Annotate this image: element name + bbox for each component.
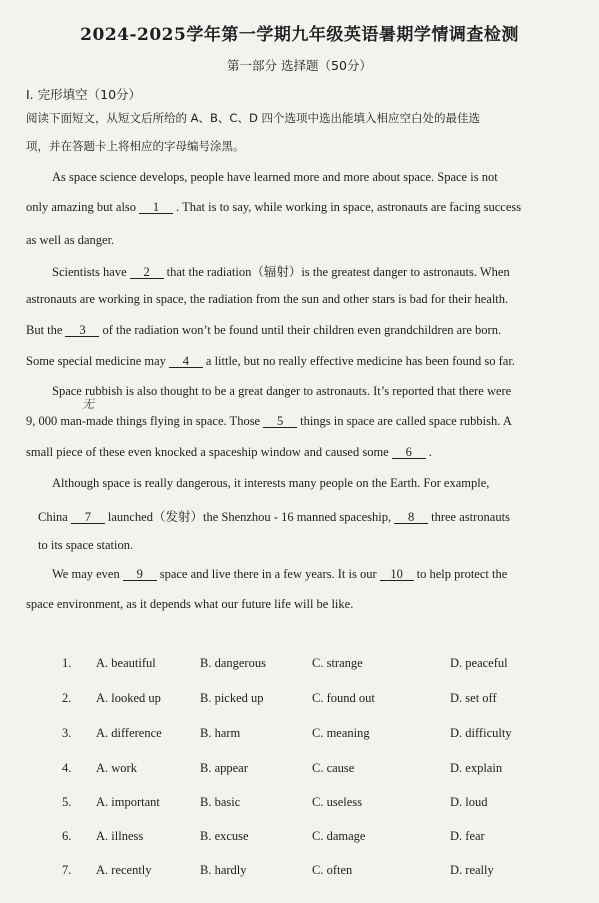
question-number: 1.	[62, 656, 72, 670]
option-d[interactable]: D. explain	[450, 761, 503, 775]
passage-text: But the	[26, 323, 63, 337]
blank-8: 8	[394, 511, 428, 524]
question-number: 3.	[62, 726, 72, 740]
option-d[interactable]: D. fear	[450, 829, 485, 843]
passage-text: launched（发射）the Shenzhou - 16 manned spaceship,	[107, 510, 392, 524]
passage-line	[26, 445, 432, 460]
option-a[interactable]: A. beautiful	[96, 656, 156, 670]
passage-text: small piece of these even knocked a spaceship window and caused some	[26, 445, 389, 459]
question-row	[0, 795, 599, 817]
question-row	[0, 863, 599, 885]
passage-line: Although space is really dangerous, it interests many people on the Earth. For example,	[52, 476, 490, 490]
question-number: 7.	[62, 863, 72, 877]
passage-text: China	[38, 510, 68, 524]
question-row	[0, 829, 599, 851]
passage-text: space and live there in a few years. It is our	[159, 567, 377, 581]
blank-1: 1	[139, 201, 173, 214]
option-a[interactable]: A. difference	[96, 726, 162, 740]
passage-text: . That is to say, while working in space, astronauts are facing success	[176, 200, 522, 214]
option-c[interactable]: C. found out	[312, 691, 375, 705]
option-d[interactable]: D. difficulty	[450, 726, 512, 740]
handwritten-note: 无	[82, 397, 95, 411]
instruction-line-2: 项，并在答题卡上将相应的字母编号涂黑。	[26, 139, 245, 153]
passage-text: Some special medicine may	[26, 354, 166, 368]
option-d[interactable]: D. loud	[450, 795, 488, 809]
passage-text: things in space are called space rubbish. A	[300, 414, 512, 428]
blank-3: 3	[65, 324, 99, 337]
blank-2: 2	[130, 266, 164, 279]
option-c[interactable]: C. cause	[312, 761, 355, 775]
passage-text: only amazing but also	[26, 200, 137, 214]
question-row	[0, 761, 599, 783]
passage-line	[52, 262, 510, 280]
option-a[interactable]: A. looked up	[96, 691, 161, 705]
passage-line: astronauts are working in space, the radiation from the sun and other stars is bad for their health.	[26, 292, 509, 306]
option-c[interactable]: C. strange	[312, 656, 363, 670]
question-number: 5.	[62, 795, 72, 809]
passage-line: space environment, as it depends what our future life will be like.	[26, 597, 354, 611]
option-d[interactable]: D. really	[450, 863, 494, 877]
blank-4: 4	[169, 355, 203, 368]
blank-7: 7	[71, 511, 105, 524]
option-a[interactable]: A. illness	[96, 829, 144, 843]
passage-text: a little, but no really effective medicine has been found so far.	[205, 354, 515, 368]
page-title: 2024-2025学年第一学期九年级英语暑期学情调查检测	[80, 25, 519, 45]
passage-line	[26, 323, 501, 338]
option-a[interactable]: A. important	[96, 795, 160, 809]
passage-line	[26, 354, 515, 369]
passage-text: of the radiation won’t be found until their children even grandchildren are born.	[102, 323, 502, 337]
option-a[interactable]: A. work	[96, 761, 137, 775]
option-b[interactable]: B. excuse	[200, 829, 249, 843]
passage-text: 9, 000 man-made things flying in space. Those	[26, 414, 261, 428]
passage-line: Space rubbish is also thought to be a great danger to astronauts. It’s reported that there were	[52, 384, 512, 398]
question-number: 6.	[62, 829, 72, 843]
option-b[interactable]: B. hardly	[200, 863, 247, 877]
option-c[interactable]: C. meaning	[312, 726, 370, 740]
passage-text: three astronauts	[431, 510, 510, 524]
passage-text: to help protect the	[416, 567, 508, 581]
passage-line: as well as danger.	[26, 233, 115, 247]
option-b[interactable]: B. picked up	[200, 691, 264, 705]
option-b[interactable]: B. dangerous	[200, 656, 266, 670]
question-row	[0, 726, 599, 748]
passage-text: .	[428, 445, 432, 459]
passage-line	[26, 200, 521, 215]
part-subtitle: 第一部分 选择题（50分）	[227, 58, 372, 73]
passage-line	[38, 507, 510, 525]
blank-6: 6	[392, 446, 426, 459]
passage-text: Scientists have	[52, 265, 127, 279]
passage-line: As space science develops, people have learned more and more about space. Space is not	[52, 170, 498, 184]
instruction-line-1: 阅读下面短文，从短文后所给的 A、B、C、D 四个选项中选出能填入相应空白处的最佳选	[26, 111, 480, 125]
blank-9: 9	[123, 568, 157, 581]
question-number: 4.	[62, 761, 72, 775]
question-row	[0, 691, 599, 713]
option-c[interactable]: C. often	[312, 863, 353, 877]
question-number: 2.	[62, 691, 72, 705]
option-d[interactable]: D. peaceful	[450, 656, 508, 670]
option-c[interactable]: C. damage	[312, 829, 366, 843]
option-b[interactable]: B. basic	[200, 795, 241, 809]
passage-line: to its space station.	[38, 538, 134, 552]
passage-line	[52, 567, 507, 582]
passage-text: We may even	[52, 567, 120, 581]
blank-5: 5	[263, 415, 297, 428]
section-title: I. 完形填空（10分）	[26, 87, 142, 102]
option-b[interactable]: B. harm	[200, 726, 241, 740]
passage-line	[26, 414, 512, 429]
option-d[interactable]: D. set off	[450, 691, 497, 705]
passage-text: that the radiation（辐射）is the greatest danger to astronauts. When	[166, 265, 510, 279]
question-row	[0, 656, 599, 678]
option-a[interactable]: A. recently	[96, 863, 152, 877]
blank-10: 10	[380, 568, 414, 581]
option-c[interactable]: C. useless	[312, 795, 362, 809]
option-b[interactable]: B. appear	[200, 761, 248, 775]
